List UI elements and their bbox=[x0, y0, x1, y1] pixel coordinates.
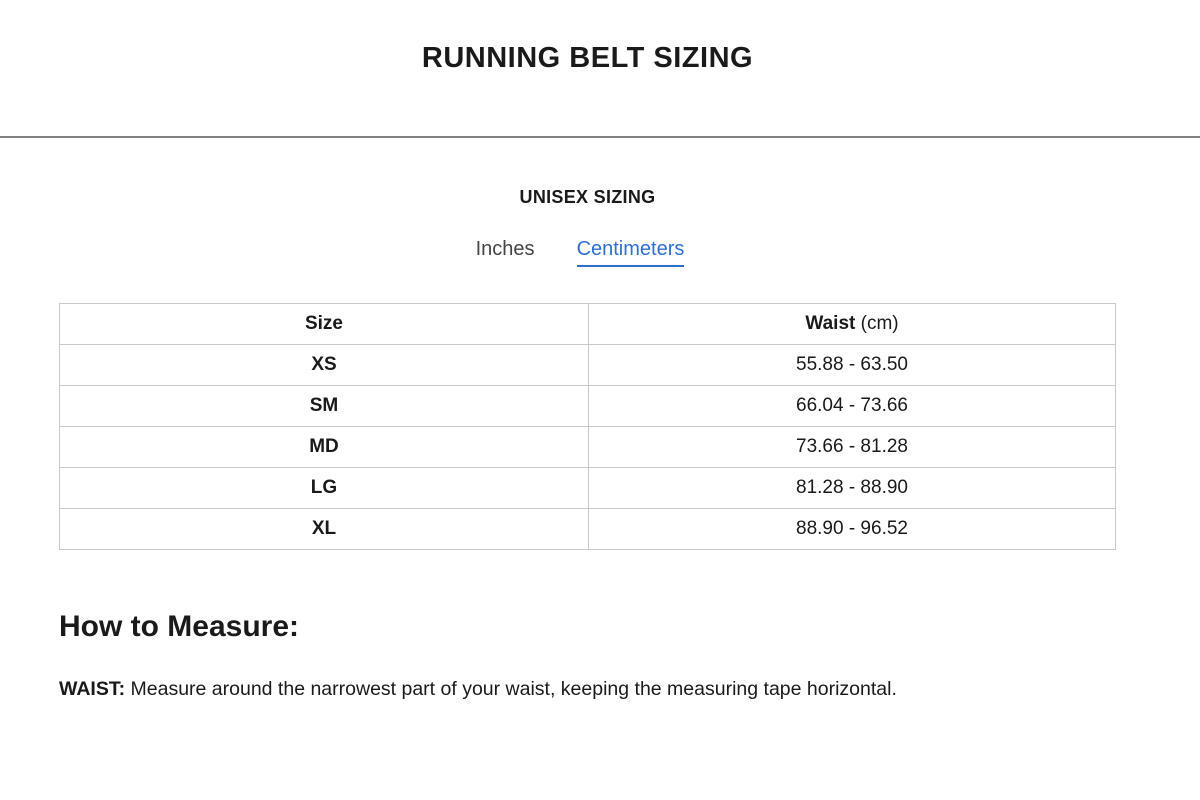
header-waist-unit: (cm) bbox=[860, 313, 899, 334]
table-row bbox=[60, 509, 1116, 550]
waist-cell: 81.28 - 88.90 bbox=[589, 468, 1116, 509]
waist-cell: 88.90 - 96.52 bbox=[589, 509, 1116, 550]
section-title: UNISEX SIZING bbox=[519, 187, 656, 207]
tab-centimeters[interactable]: Centimeters bbox=[577, 238, 685, 267]
page-title: RUNNING BELT SIZING bbox=[421, 42, 754, 74]
waist-instructions bbox=[59, 678, 1159, 701]
waist-cell: 55.88 - 63.50 bbox=[589, 345, 1116, 386]
waist-instructions-label: WAIST: bbox=[59, 678, 126, 700]
header-size bbox=[60, 304, 589, 345]
table-row bbox=[60, 468, 1116, 509]
size-cell: XS bbox=[60, 345, 589, 386]
table-header-row bbox=[60, 304, 1116, 345]
size-cell: XL bbox=[60, 509, 589, 550]
how-to-measure-heading: How to Measure: bbox=[59, 610, 300, 643]
size-cell: SM bbox=[60, 386, 589, 427]
size-table bbox=[59, 303, 1116, 550]
waist-instructions-text: Measure around the narrowest part of your waist, keeping the measuring tape horizontal. bbox=[130, 678, 897, 700]
header-waist bbox=[589, 304, 1116, 345]
tab-inches[interactable]: Inches bbox=[475, 238, 535, 260]
header-waist-label: Waist bbox=[805, 313, 856, 334]
size-cell: LG bbox=[60, 468, 589, 509]
unit-tabs bbox=[0, 238, 1160, 267]
header-size-label: Size bbox=[304, 313, 344, 334]
header-divider bbox=[0, 136, 1200, 138]
table-row bbox=[60, 427, 1116, 468]
waist-cell: 66.04 - 73.66 bbox=[589, 386, 1116, 427]
size-cell: MD bbox=[60, 427, 589, 468]
waist-cell: 73.66 - 81.28 bbox=[589, 427, 1116, 468]
table-row bbox=[60, 386, 1116, 427]
table-row bbox=[60, 345, 1116, 386]
